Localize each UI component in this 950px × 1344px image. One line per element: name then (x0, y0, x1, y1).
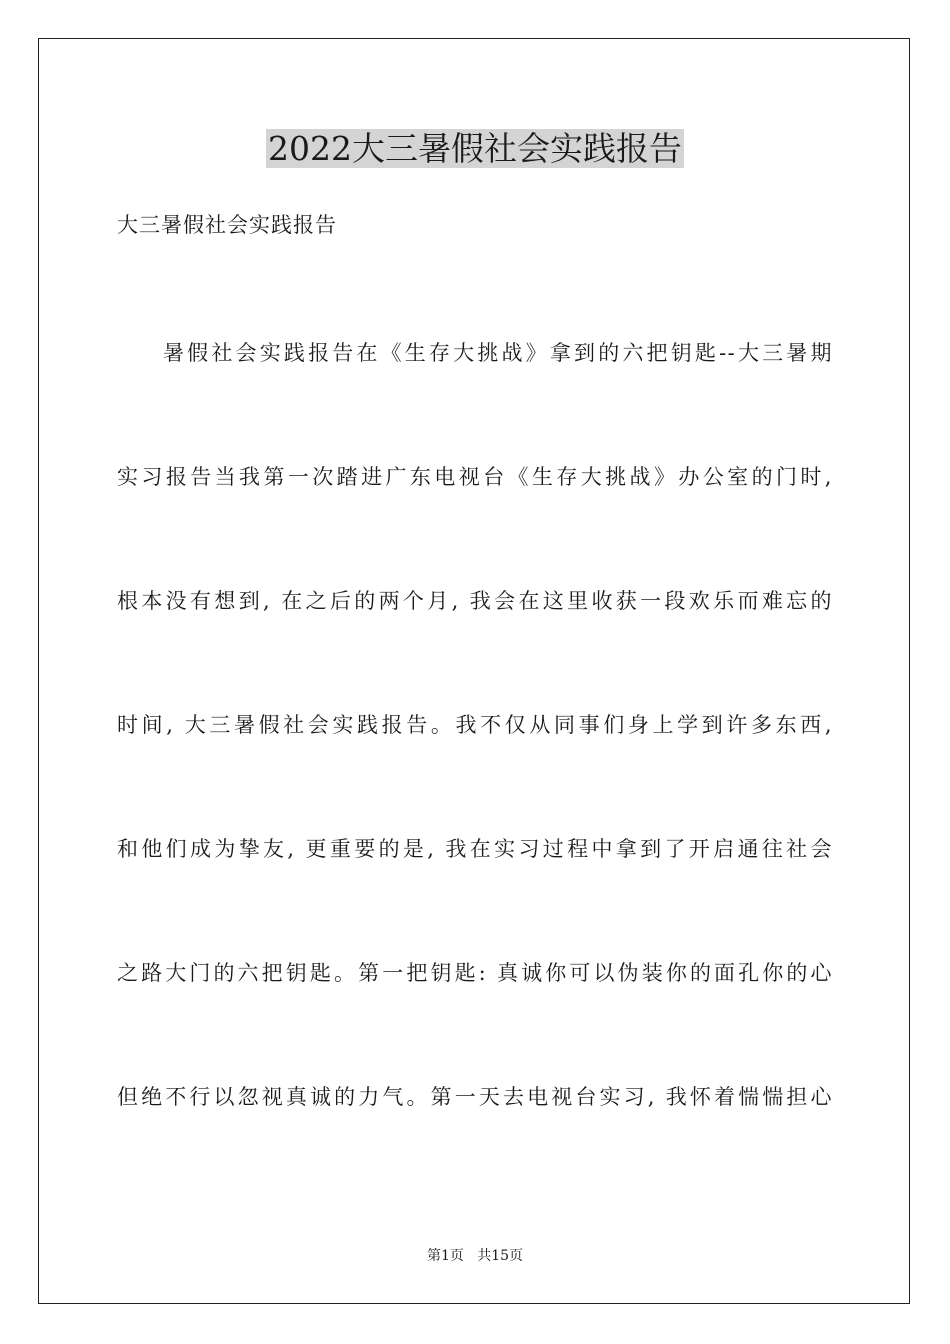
paragraph-line-6: 之路大门的六把钥匙。第一把钥匙: 真诚你可以伪装你的面孔你的心 (117, 961, 833, 985)
paragraph-line-3: 根本没有想到, 在之后的两个月, 我会在这里收获一段欢乐而难忘的 (117, 589, 833, 613)
document-subtitle: 大三暑假社会实践报告 (117, 213, 337, 237)
paragraph-line-4: 时间, 大三暑假社会实践报告。我不仅从同事们身上学到许多东西, (117, 713, 833, 737)
page-footer: 第1页 共15页 (426, 1248, 524, 1264)
paragraph-line-2: 实习报告当我第一次踏进广东电视台《生存大挑战》办公室的门时, (117, 465, 833, 489)
paragraph-line-5: 和他们成为挚友, 更重要的是, 我在实习过程中拿到了开启通往社会 (117, 837, 833, 861)
paragraph-line-1: 暑假社会实践报告在《生存大挑战》拿到的六把钥匙--大三暑期 (163, 341, 833, 365)
document-title (0, 128, 950, 170)
paragraph-line-7: 但绝不行以忽视真诚的力气。第一天去电视台实习, 我怀着惴惴担心 (117, 1085, 833, 1109)
document-title-text: 2022大三暑假社会实践报告 (268, 129, 682, 168)
